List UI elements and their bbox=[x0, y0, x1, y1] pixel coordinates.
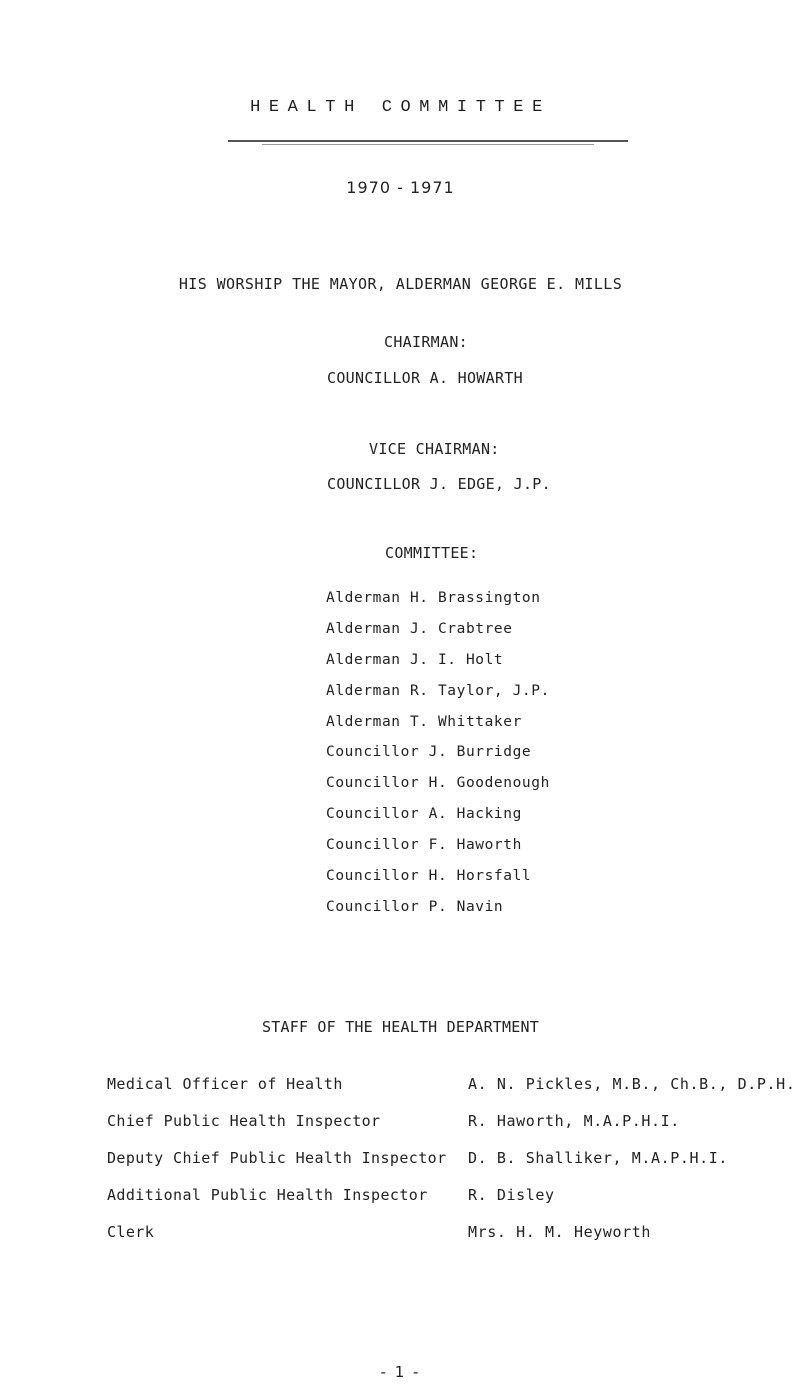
term-years: 1970 - 1971 bbox=[346, 178, 455, 197]
staff-row bbox=[107, 1147, 797, 1184]
committee-member: Councillor F. Haworth bbox=[326, 837, 522, 854]
staff-role: Clerk bbox=[107, 1223, 155, 1241]
staff-role: Additional Public Health Inspector bbox=[107, 1186, 428, 1204]
title-underline-secondary bbox=[262, 144, 594, 145]
staff-row bbox=[107, 1110, 797, 1147]
committee-label bbox=[385, 544, 478, 562]
staff-list bbox=[107, 1073, 797, 1258]
document-title: HEALTH COMMITTEE bbox=[250, 98, 551, 117]
vice-chairman-label-text: VICE CHAIRMAN: bbox=[369, 440, 500, 458]
staff-role: Deputy Chief Public Health Inspector bbox=[107, 1149, 447, 1167]
staff-holder: R. Disley bbox=[468, 1186, 555, 1204]
staff-holder: D. B. Shalliker, M.A.P.H.I. bbox=[468, 1149, 729, 1167]
committee-member: Councillor H. Goodenough bbox=[326, 775, 550, 792]
committee-member: Alderman T. Whittaker bbox=[326, 713, 522, 730]
chairman-name-text: COUNCILLOR A. HOWARTH bbox=[327, 369, 523, 387]
page-number: - 1 - bbox=[380, 1363, 421, 1381]
chairman-label bbox=[384, 333, 468, 351]
committee-member: Councillor A. Hacking bbox=[326, 806, 522, 823]
committee-member: Alderman R. Taylor, J.P. bbox=[326, 682, 550, 699]
committee-member-list bbox=[326, 583, 550, 923]
title-underline bbox=[228, 140, 628, 142]
committee-member: Alderman J. Crabtree bbox=[326, 620, 513, 637]
staff-holder: A. N. Pickles, M.B., Ch.B., D.P.H. bbox=[468, 1075, 796, 1093]
vice-chairman-name bbox=[327, 475, 551, 493]
committee-member: Councillor J. Burridge bbox=[326, 744, 532, 761]
chairman-name bbox=[327, 369, 523, 387]
committee-member: Councillor H. Horsfall bbox=[326, 868, 532, 885]
mayor-line: HIS WORSHIP THE MAYOR, ALDERMAN GEORGE E. MILLS bbox=[178, 275, 623, 293]
vice-chairman-name-text: COUNCILLOR J. EDGE, J.P. bbox=[327, 475, 551, 493]
staff-role: Medical Officer of Health bbox=[107, 1075, 343, 1093]
committee-member: Alderman J. I. Holt bbox=[326, 651, 504, 668]
staff-role: Chief Public Health Inspector bbox=[107, 1112, 381, 1130]
staff-holder: R. Haworth, M.A.P.H.I. bbox=[468, 1112, 680, 1130]
vice-chairman-label bbox=[369, 440, 500, 458]
staff-row bbox=[107, 1184, 797, 1221]
staff-row bbox=[107, 1221, 797, 1258]
staff-row bbox=[107, 1073, 797, 1110]
committee-member: Alderman H. Brassington bbox=[326, 590, 541, 606]
staff-holder: Mrs. H. M. Heyworth bbox=[468, 1223, 651, 1241]
committee-member: Councillor P. Navin bbox=[326, 898, 504, 915]
chairman-label-text: CHAIRMAN: bbox=[384, 333, 468, 351]
staff-heading: STAFF OF THE HEALTH DEPARTMENT bbox=[262, 1018, 539, 1036]
committee-label-text: COMMITTEE: bbox=[385, 544, 479, 562]
